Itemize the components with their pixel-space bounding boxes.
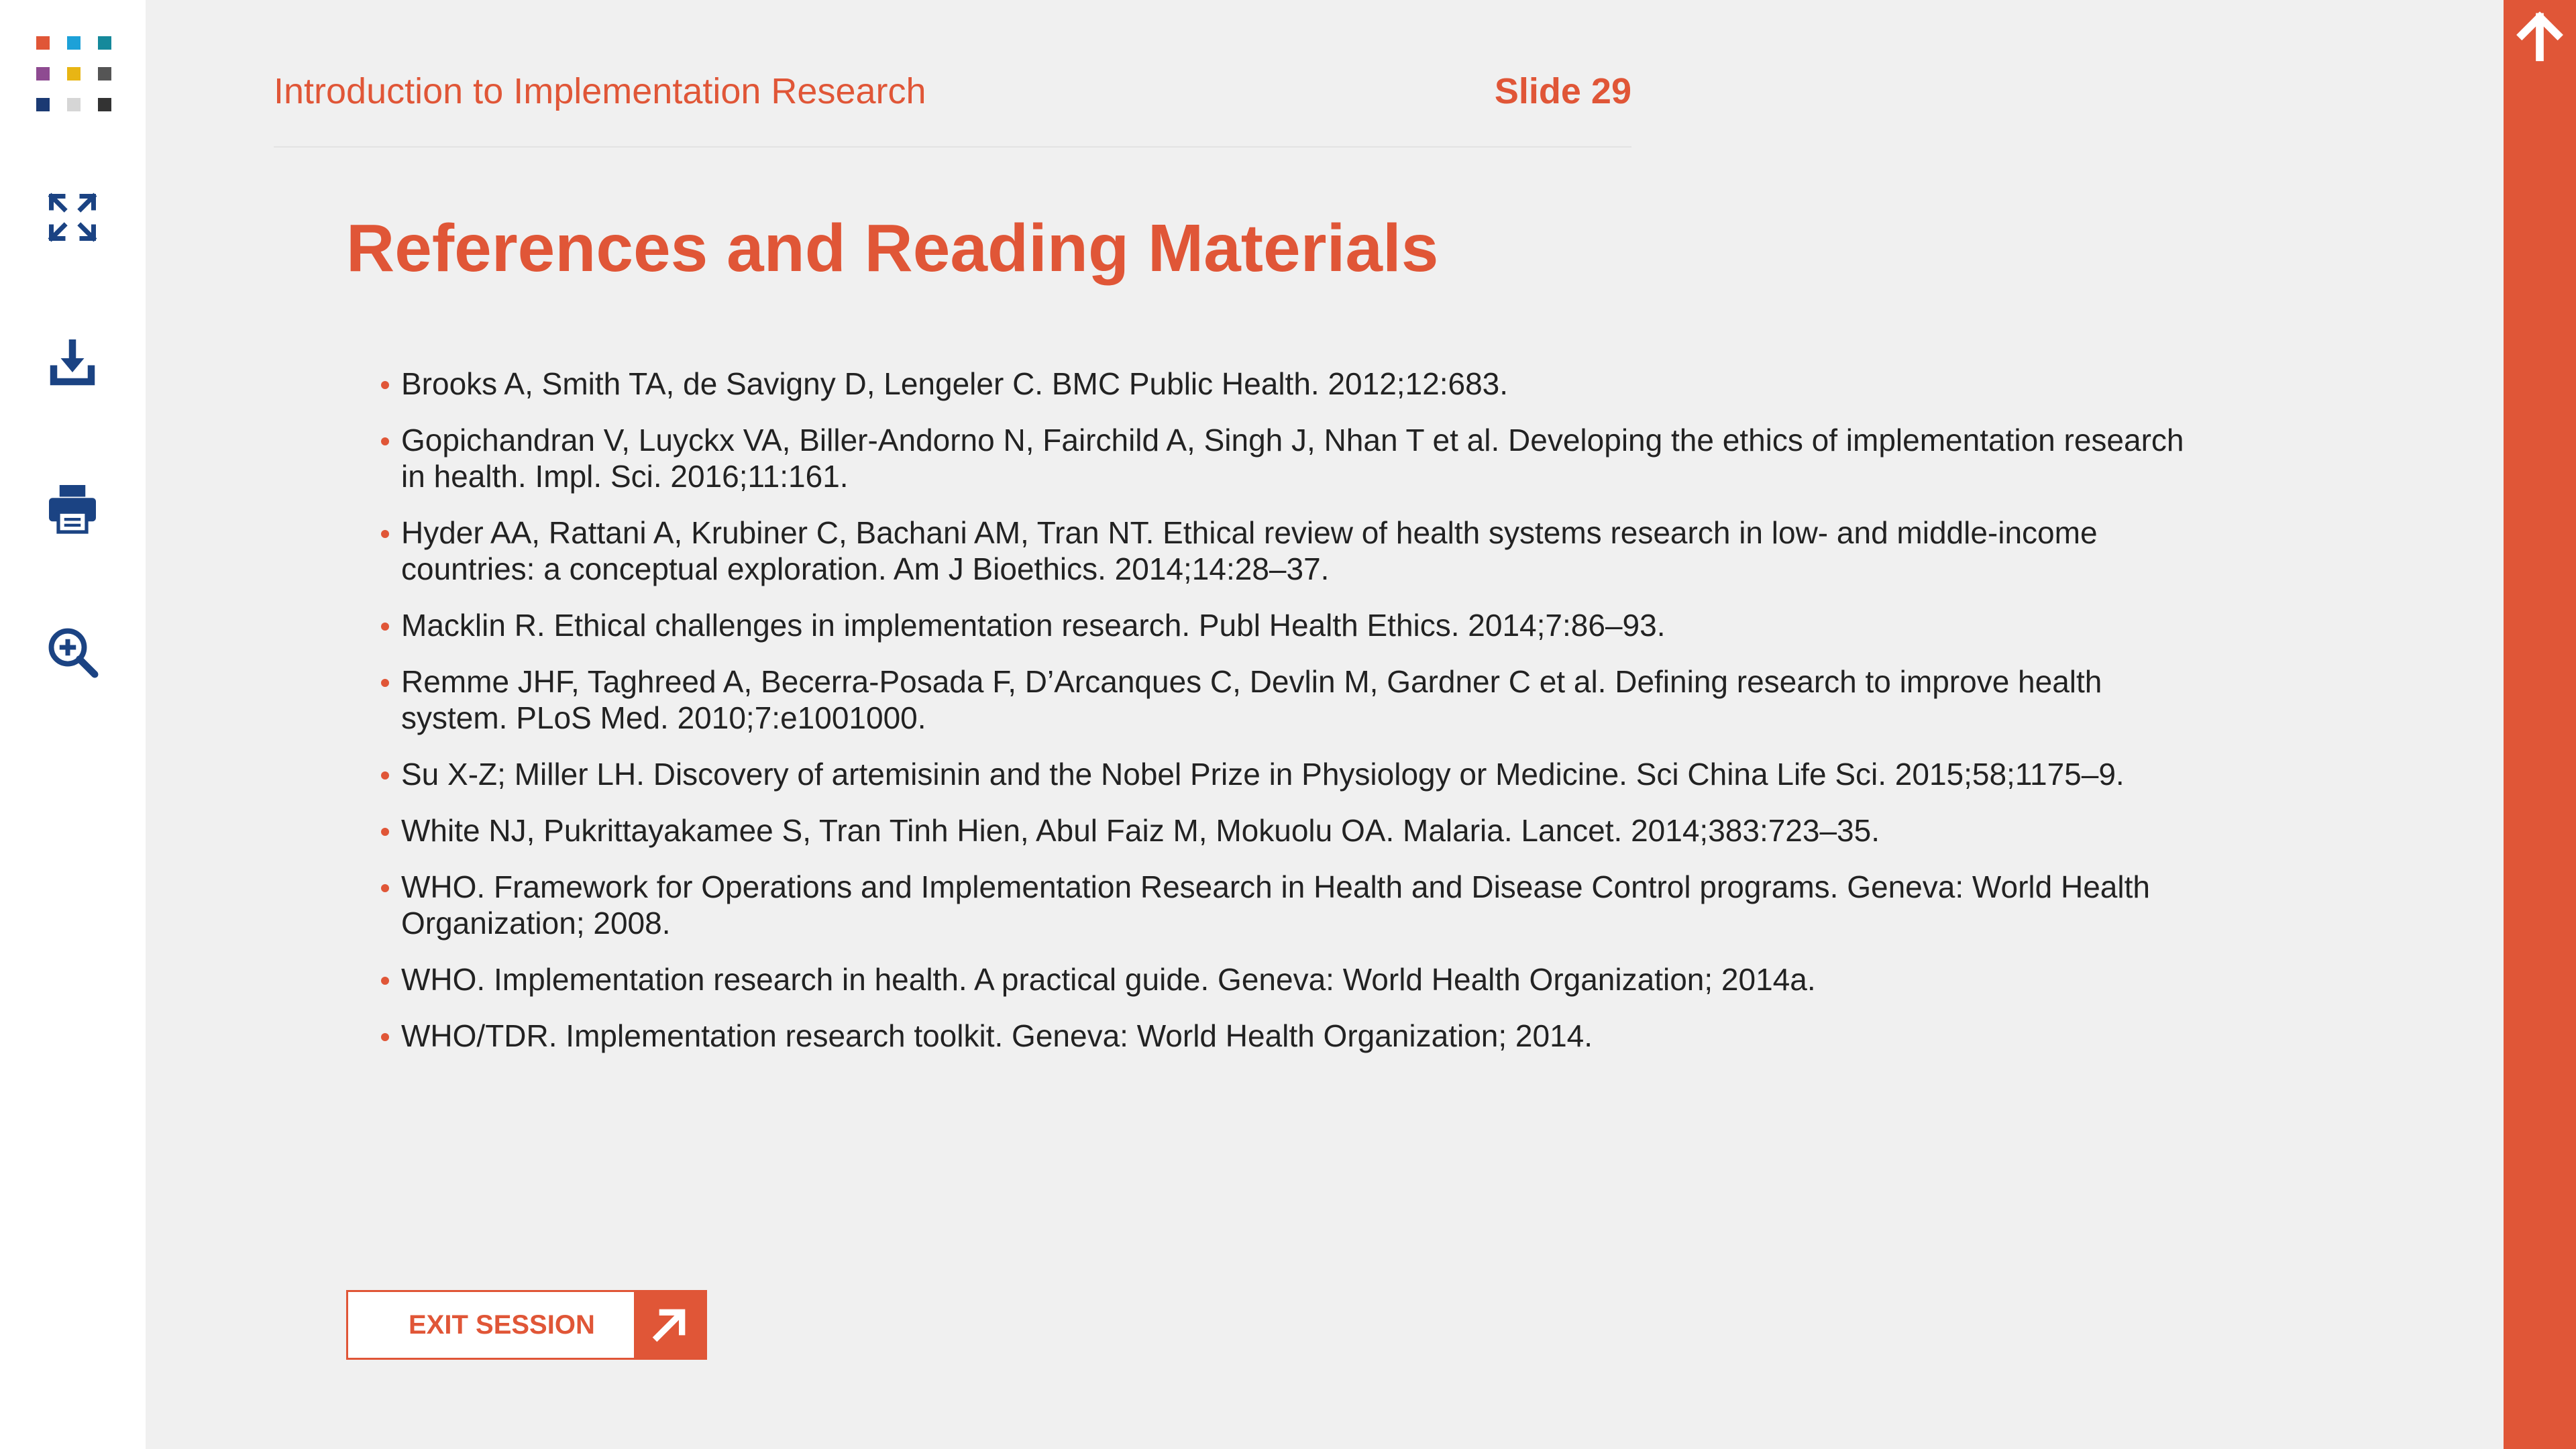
reference-text: WHO. Framework for Operations and Implementation Research in Health and Disease Control programs. Geneva: World Health Organization; 2008. (401, 869, 2150, 941)
bullet-icon (381, 679, 389, 687)
reference-text: Remme JHF, Taghreed A, Becerra-Posada F, D’Arcanques C, Devlin M, Gardner C et al. Defining research to improve health system. PLoS Med. 2010;7:e1001000. (401, 664, 2102, 735)
arrow-up-right-icon (648, 1303, 691, 1346)
app-menu-grid-icon[interactable] (36, 36, 110, 110)
reference-item (377, 756, 2202, 792)
reference-item (377, 869, 2202, 941)
page-title: References and Reading Materials (346, 211, 1439, 286)
slide-header (274, 64, 1631, 148)
sidebar (0, 0, 146, 1449)
bullet-icon (381, 437, 389, 445)
app-grid-square (67, 98, 80, 111)
expand-icon (44, 189, 101, 246)
reference-text: Macklin R. Ethical challenges in implementation research. Publ Health Ethics. 2014;7:86–93. (401, 608, 1666, 643)
reference-text: Hyder AA, Rattani A, Krubiner C, Bachani AM, Tran NT. Ethical review of health systems research in low- and middle-income countries: a conceptual exploration. Am J Bioethics. 2014;14:28–37. (401, 515, 2098, 586)
reference-text: Su X-Z; Miller LH. Discovery of artemisinin and the Nobel Prize in Physiology or Medicine. Sci China Life Sci. 2015;58;1175–9. (401, 757, 2125, 792)
scroll-top-button[interactable] (2510, 5, 2569, 64)
zoom-in-button[interactable] (40, 620, 105, 684)
print-button[interactable] (40, 476, 105, 541)
slide-number: Slide 29 (1494, 71, 1631, 111)
exit-arrow-box (634, 1292, 705, 1358)
fullscreen-button[interactable] (40, 185, 105, 250)
bullet-icon (381, 381, 389, 389)
bullet-icon (381, 977, 389, 985)
app-grid-square (36, 98, 50, 111)
app-grid-square (36, 36, 50, 50)
arrow-up-icon (2513, 8, 2567, 62)
reference-text: Brooks A, Smith TA, de Savigny D, Lengeler C. BMC Public Health. 2012;12:683. (401, 366, 1509, 401)
app-grid-square (98, 67, 111, 80)
course-title: Introduction to Implementation Research (274, 71, 926, 111)
reference-item (377, 663, 2202, 736)
bullet-icon (381, 623, 389, 631)
reference-text: Gopichandran V, Luyckx VA, Biller-Andorno N, Fairchild A, Singh J, Nhan T et al. Developing the ethics of implementation research in health. Impl. Sci. 2016;11:161. (401, 423, 2184, 494)
reference-item (377, 961, 2202, 998)
download-button[interactable] (40, 331, 105, 395)
download-icon (44, 335, 101, 391)
reference-item (377, 515, 2202, 587)
reference-item (377, 607, 2202, 643)
exit-session-button[interactable] (346, 1290, 707, 1360)
bullet-icon (381, 1033, 389, 1041)
reference-item (377, 1018, 2202, 1054)
bullet-icon (381, 530, 389, 538)
bullet-icon (381, 884, 389, 892)
reference-item (377, 366, 2202, 402)
zoom-in-icon (44, 624, 101, 680)
bullet-icon (381, 828, 389, 836)
app-grid-square (98, 36, 111, 50)
app-grid-square (67, 67, 80, 80)
app-grid-square (67, 36, 80, 50)
bullet-icon (381, 771, 389, 780)
app-grid-square (98, 98, 111, 111)
right-scroll-bar (2504, 0, 2576, 1449)
app-grid-square (36, 67, 50, 80)
exit-session-label: EXIT SESSION (409, 1310, 595, 1340)
reference-item (377, 812, 2202, 849)
reference-item (377, 422, 2202, 494)
reference-list (377, 366, 2202, 1074)
reference-text: WHO/TDR. Implementation research toolkit. Geneva: World Health Organization; 2014. (401, 1018, 1593, 1053)
reference-text: White NJ, Pukrittayakamee S, Tran Tinh Hien, Abul Faiz M, Mokuolu OA. Malaria. Lancet. 2014;383:723–35. (401, 813, 1880, 848)
reference-text: WHO. Implementation research in health. A practical guide. Geneva: World Health Organization; 2014a. (401, 962, 1816, 997)
print-icon (44, 480, 101, 537)
